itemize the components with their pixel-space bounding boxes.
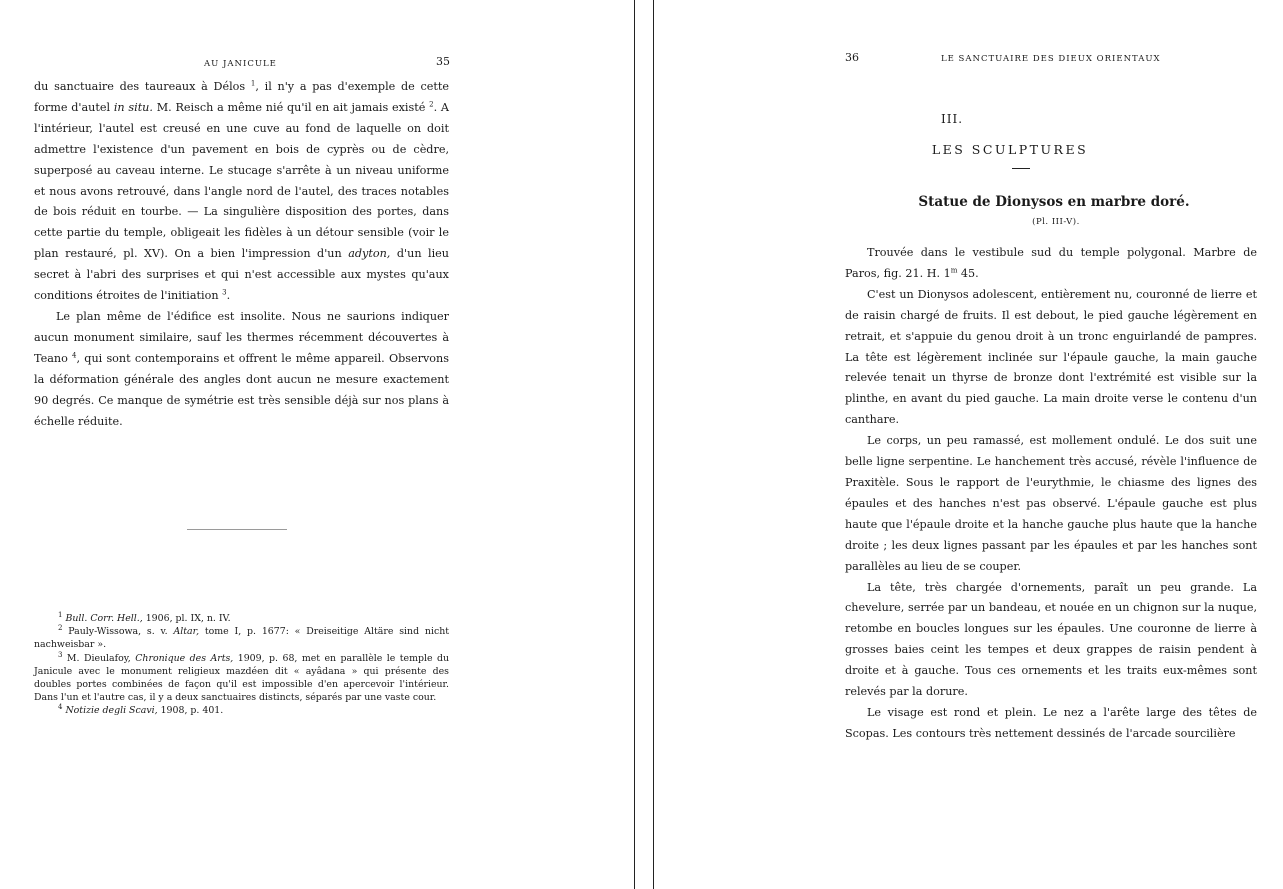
italic-text: adyton, bbox=[348, 247, 391, 261]
footnote-ref: 1 bbox=[58, 610, 63, 619]
text-run: 1908, p. 401. bbox=[157, 705, 224, 717]
text-run: Pauly-Wissowa, s. v. bbox=[62, 626, 174, 638]
gutter-edge-left bbox=[634, 0, 635, 889]
title-dash bbox=[1012, 168, 1030, 169]
paragraph bbox=[845, 243, 1257, 285]
footnote-ref: 3 bbox=[58, 650, 63, 659]
text-run: M. Reisch a même nié qu'il en ait jamais existé bbox=[152, 100, 430, 114]
text-run: , qui sont contemporains et offrent le même appareil. Observons la déformation générale des angles dont aucun ne mesure exactement 90 degrés. Ce manque de symétrie est très sensible déjà sur nos plans à échelle réduite. bbox=[34, 351, 449, 428]
text-run: , il n'y a pas d'exemple de cette forme d'autel bbox=[34, 80, 449, 114]
section-title: LES SCULPTURES bbox=[931, 142, 1089, 157]
statue-title: Statue de Dionysos en marbre doré. bbox=[918, 194, 1190, 210]
section-number: III. bbox=[940, 112, 964, 126]
footnote-ref: 4 bbox=[58, 703, 63, 712]
paragraph bbox=[845, 578, 1257, 703]
text-run: 45. bbox=[957, 266, 979, 280]
paragraph bbox=[845, 431, 1257, 577]
text-run: M. Dieulafoy, bbox=[62, 652, 136, 664]
footnote bbox=[34, 612, 449, 625]
italic-text: Altar, bbox=[173, 626, 200, 638]
footnote-ref: 2 bbox=[429, 100, 434, 109]
italic-text: Notizie degli Scavi, bbox=[65, 705, 158, 717]
plate-reference: (Pl. III-V). bbox=[1032, 217, 1080, 227]
footnote bbox=[34, 625, 449, 651]
right-page-number: 36 bbox=[845, 51, 859, 64]
book-gutter bbox=[634, 0, 654, 889]
right-body-text bbox=[845, 243, 1257, 745]
text-run: Le corps, un peu ramassé, est mollement ondulé. Le dos suit une belle ligne serpentine. Le hanchement très accusé, révèle l'influence de Praxitèle. Sous le rapport de l'eurythmie, le chiasme des lignes des épaules et des hanches n'est pas observé. L'épaule gauche est plus haute que l'épaule droite et la hanche gauche plus haute que la hanche droite ; les deux lignes passant par les épaules et par les hanches sont parallèles au lieu de se couper. bbox=[845, 434, 1257, 573]
text-run: Le visage est rond et plein. Le nez a l'arête large des têtes de Scopas. Les contours très nettement dessinés de l'arcade sourcilière bbox=[845, 705, 1257, 740]
italic-text: Bull. Corr. Hell., bbox=[65, 613, 143, 624]
paragraph bbox=[845, 703, 1257, 745]
text-run: 1909, p. 68, met en parallèle le temple du Janicule avec le monument religieux mazdéen dit « ayâdana » qui présente des doubles portes combinées de façon qu'il est impossible d'en apercevoir l'intérieur. Dans l'un et l'autre cas, il y a deux sanctuaires distincts, séparés par une vaste cour. bbox=[34, 652, 449, 704]
right-page bbox=[654, 0, 1283, 889]
footnote bbox=[34, 652, 449, 705]
text-run: du sanctuaire des taureaux à Délos bbox=[34, 80, 251, 93]
paragraph bbox=[34, 77, 449, 307]
footnote bbox=[34, 704, 449, 717]
footnotes bbox=[34, 612, 449, 718]
text-run: . A l'intérieur, l'autel est creusé en une cuve au fond de laquelle on doit admettre l'existence d'un pavement en bois de cyprès ou de cèdre, superposé au caveau interne. Le stucage s'arrête à un niveau uniforme et nous avons retrouvé, dans l'angle nord de l'autel, des traces notables de bois réduit en tourbe. — La singulière disposition des portes, dans cette partie du temple, obligeait les fidèles à un détour sensible (voir le plan restauré, pl. XV). On a bien l'impression d'un bbox=[34, 100, 449, 261]
text-run: C'est un Dionysos adolescent, entièrement nu, couronné de lierre et de raisin chargé de fruits. Il est debout, le pied gauche légèrement en retrait, et s'appuie du genou droit à un tronc enguirlandé de pampres. La tête est légèrement inclinée sur l'épaule gauche, la main gauche relevée tenait un thyrse de bronze dont l'extrémité est visible sur la plinthe, en avant du pied gauche. La main droite verse le contenu d'un canthare. bbox=[845, 287, 1257, 427]
italic-text: in situ. bbox=[113, 100, 153, 114]
text-run: Le plan même de l'édifice est insolite. Nous ne saurions indiquer aucun monument similaire, sauf les thermes récemment découvertes à Teano bbox=[34, 309, 449, 365]
left-body-text bbox=[34, 77, 449, 432]
footnote-separator bbox=[187, 529, 287, 530]
text-run: La tête, très chargée d'ornements, paraît un peu grande. La chevelure, serrée par un bandeau, et nouée en un chignon sur la nuque, retombe en boucles longues sur les épaules. Une couronne de lierre à grosses baies ceint les tempes et deux grappes de raisin pendent à droite et à gauche. Tous ces ornements et les traits eux-mêmes sont relevés par la dorure. bbox=[845, 580, 1257, 699]
footnote-ref: 1 bbox=[250, 79, 256, 88]
paragraph bbox=[34, 307, 449, 432]
text-run: . bbox=[226, 289, 231, 303]
text-run: 1906, pl. IX, n. IV. bbox=[142, 613, 231, 624]
right-running-head: LE SANCTUAIRE DES DIEUX ORIENTAUX bbox=[941, 54, 1161, 64]
footnote-ref: 3 bbox=[222, 288, 227, 297]
text-run: d'un lieu secret à l'abri des surprises et qui n'est accessible aux mystes qu'aux conditions étroites de l'initiation bbox=[34, 247, 450, 303]
footnote-ref: 4 bbox=[72, 351, 77, 360]
left-page-number: 35 bbox=[436, 55, 450, 68]
text-run: Trouvée dans le vestibule sud du temple polygonal. Marbre de Paros, fig. 21. H. 1 bbox=[845, 246, 1257, 280]
left-page bbox=[0, 0, 634, 889]
paragraph bbox=[845, 285, 1257, 431]
text-run: tome I, p. 1677: « Dreiseitige Altäre sind nicht nachweisbar ». bbox=[34, 626, 450, 651]
left-running-head: AU JANICULE bbox=[204, 59, 277, 69]
footnote-ref: 2 bbox=[58, 624, 63, 633]
italic-text: Chronique des Arts, bbox=[135, 652, 234, 664]
footnote-ref: m bbox=[950, 266, 958, 275]
